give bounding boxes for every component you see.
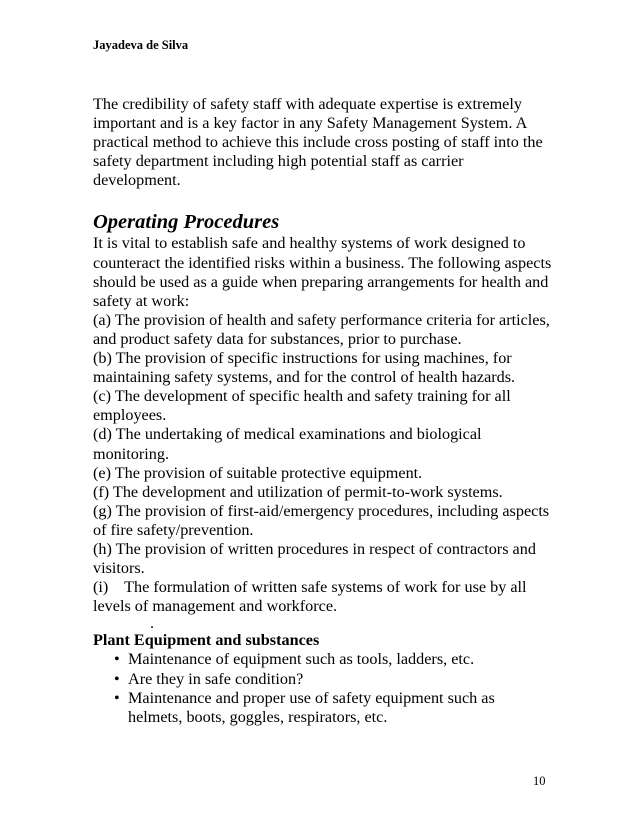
list-item: • Maintenance and proper use of safety equipment such as helmets, boots, goggles, respirators, etc. — [93, 689, 553, 727]
procedure-item-e: (e) The provision of suitable protective equipment. — [93, 463, 423, 482]
page-number: 10 — [533, 774, 546, 788]
page-header-author: Jayadeva de Silva — [93, 38, 189, 52]
procedure-item-d: (d) The undertaking of medical examinations and biological monitoring. — [93, 425, 482, 463]
operating-procedures-lead: It is vital to establish safe and healthy systems of work designed to counteract the identified risks within a business. The following aspects should be used as a guide when preparing arrangements for health and safety at work: — [93, 234, 552, 310]
procedure-item-h: (h) The provision of written procedures in respect of contractors and visitors. — [93, 539, 536, 578]
page-body — [93, 95, 553, 727]
procedure-item-f: (f) The development and utilization of permit-to-work systems. — [93, 482, 503, 501]
list-item: • Maintenance of equipment such as tools, ladders, etc. — [93, 650, 553, 669]
section-heading-plant-equipment: Plant Equipment and substances — [93, 631, 320, 650]
procedure-item-g: (g) The provision of first-aid/emergency procedures, including aspects of fire safety/prevention. — [93, 501, 550, 539]
intro-paragraph: The credibility of safety staff with adequate expertise is extremely important and is a key factor in any Safety Management System. A practical method to achieve this include cross posting of staff into the safety department including high potential staff as carrier development. — [93, 95, 543, 190]
procedure-item-i: (i) The formulation of written safe systems of work for use by all levels of management and workforce. — [93, 578, 531, 616]
procedure-item-b: (b) The provision of specific instructions for using machines, for maintaining safety systems, and for the control of health hazards. — [93, 349, 516, 387]
procedure-item-c: (c) The development of specific health and safety training for all employees. — [93, 387, 511, 425]
list-item: • Are they in safe condition? — [93, 670, 553, 689]
procedure-item-a: (a) The provision of health and safety performance criteria for articles, and product safety data for substances, prior to purchase. — [93, 310, 550, 348]
section-heading-operating-procedures: Operating Procedures — [93, 211, 280, 234]
stray-dot: . — [150, 614, 155, 633]
plant-equipment-list — [93, 650, 553, 726]
